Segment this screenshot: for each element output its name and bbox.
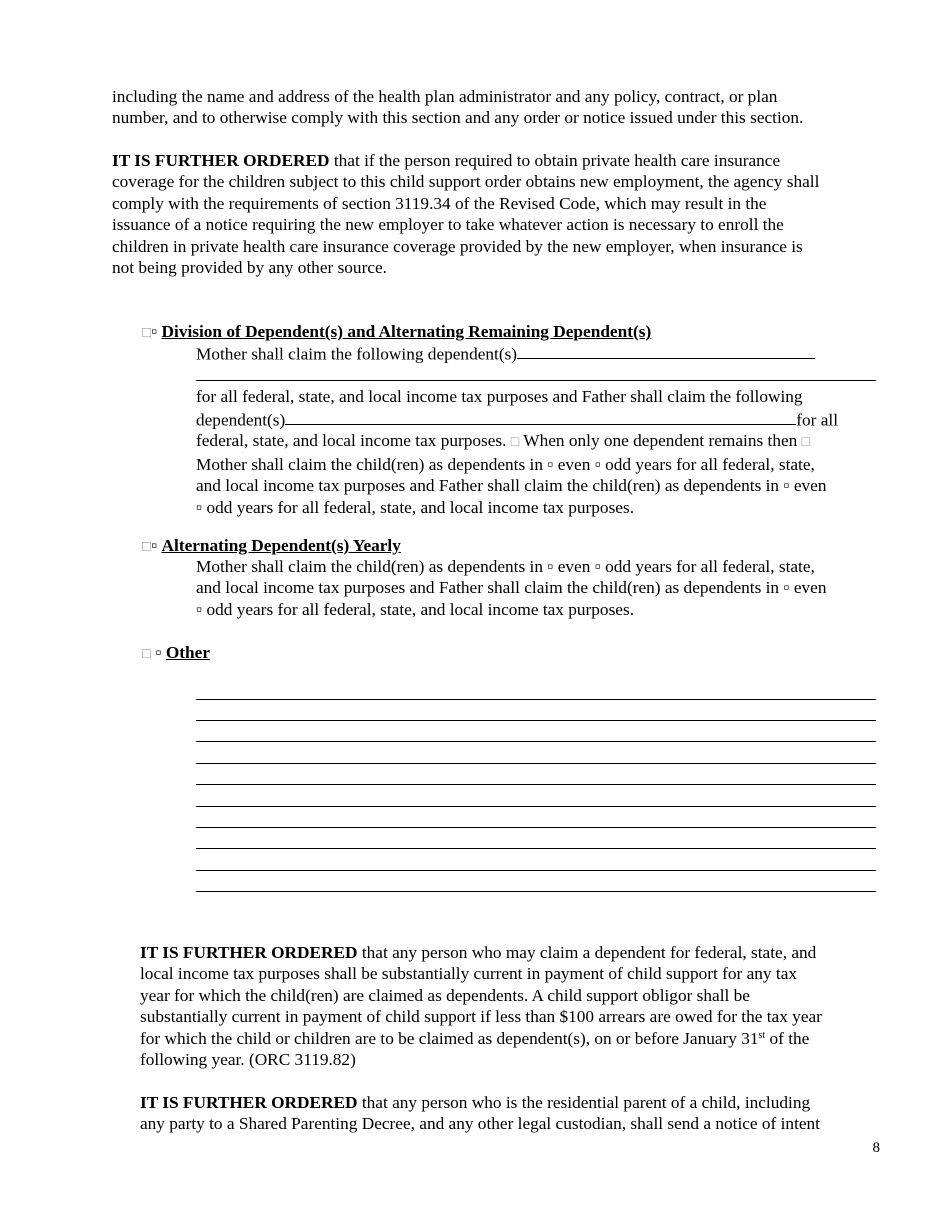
page-number: 8 [872,1140,880,1156]
section-heading-alternating: Alternating Dependent(s) Yearly [161,536,401,555]
checkbox-icon[interactable]: □ [510,435,520,451]
text-line: comply with the requirements of section 3119.34 of the Revised Code, which may result in the [112,193,767,213]
section-division-body [196,342,886,518]
bold-lead: IT IS FURTHER ORDERED [140,1093,358,1112]
option-other-heading [142,642,210,665]
blank-line[interactable] [196,365,886,386]
text-line: substantially current in payment of child support if less than $100 arrears are owed for the tax year [140,1007,822,1027]
text-line: number, and to otherwise comply with this section and any order or notice issued under this section. [112,108,804,128]
paragraph-health-plan [112,86,803,129]
text-line: issuance of a notice requiring the new employer to take whatever action is necessary to enroll the [112,215,784,235]
checkbox-outline-icon[interactable]: □ [142,325,152,341]
checkbox-even-icon[interactable]: ▫ [783,578,790,598]
blank-line[interactable] [196,699,876,700]
text-line: IT IS FURTHER ORDERED that any person who may claim a dependent for federal, state, and [140,943,817,962]
text-line: not being provided by any other source. [112,258,387,278]
blank-line[interactable] [196,784,876,785]
section-heading-division: Division of Dependent(s) and Alternating Remaining Dependent(s) [161,322,652,341]
blank-line[interactable] [196,763,876,764]
blank-line[interactable] [196,870,876,871]
checkbox-outline-icon[interactable]: □ [142,646,152,662]
blank-line[interactable] [196,806,876,807]
checkbox-icon[interactable]: □ [801,435,811,451]
text-line: any party to a Shared Parenting Decree, and any other legal custodian, shall send a notice of intent [140,1114,820,1134]
text-line: and local income tax purposes and Father shall claim the child(ren) as dependents in ▫ even [196,578,827,598]
text-line: Mother shall claim the child(ren) as dependents in ▫ even ▫ odd years for all federal, state, [196,454,815,474]
text-line: including the name and address of the health plan administrator and any policy, contract, or plan [112,87,778,106]
bold-lead: IT IS FURTHER ORDERED [140,943,358,962]
blank-line[interactable] [196,720,876,721]
text-line: Mother shall claim the following dependent(s) [196,342,886,365]
checkbox-small-icon[interactable]: ▫ [151,536,158,555]
section-alternating-body [196,556,886,620]
text-line: and local income tax purposes and Father shall claim the child(ren) as dependents in ▫ even [196,476,827,496]
checkbox-even-icon[interactable]: ▫ [547,454,554,474]
text-line: year for which the child(ren) are claimed as dependents. A child support obligor shall be [140,985,750,1005]
text-line: following year. (ORC 3119.82) [140,1050,356,1070]
checkbox-odd-icon[interactable]: ▫ [594,454,601,474]
checkbox-even-icon[interactable]: ▫ [783,476,790,496]
paragraph-dependent-claim [140,942,822,1070]
text-line: coverage for the children subject to this child support order obtains new employment, the agency shall [112,172,820,192]
checkbox-odd-icon[interactable]: ▫ [594,557,601,576]
blank-line[interactable] [196,848,876,849]
option-division-heading [142,321,651,344]
text-line: ▫ odd years for all federal, state, and local income tax purposes. [196,497,635,517]
blank-line[interactable] [196,827,876,828]
checkbox-small-icon[interactable]: ▫ [151,322,158,341]
blank-line[interactable] [196,741,876,742]
bold-lead: IT IS FURTHER ORDERED [112,151,330,170]
text-line: federal, state, and local income tax purposes. □ When only one dependent remains then □ [196,430,886,453]
text-line: ▫ odd years for all federal, state, and local income tax purposes. [196,599,635,619]
blank-field[interactable] [285,408,796,425]
text-line: local income tax purposes shall be substantially current in payment of child support for any tax [140,964,797,984]
paragraph-new-employment [112,150,819,278]
text-line: dependent(s) for all [196,408,886,431]
option-alternating-heading [142,535,401,558]
blank-line[interactable] [196,891,876,892]
checkbox-small-icon[interactable]: ▫ [155,643,162,662]
text-line: for which the child or children are to be claimed as dependent(s), on or before January 31st of the [140,1028,810,1048]
text-line: IT IS FURTHER ORDERED that any person who is the residential parent of a child, including [140,1093,811,1112]
paragraph-residential-parent [140,1092,820,1135]
section-heading-other: Other [165,643,211,662]
checkbox-outline-icon[interactable]: □ [142,539,152,555]
checkbox-odd-icon[interactable]: ▫ [196,497,203,517]
text-line: IT IS FURTHER ORDERED that if the person required to obtain private health care insurance [112,151,781,170]
text-line: children in private health care insurance coverage provided by the new employer, when insurance is [112,236,803,256]
blank-field[interactable] [517,342,815,359]
text-line: Mother shall claim the child(ren) as dependents in ▫ even ▫ odd years for all federal, state, [196,557,815,576]
checkbox-even-icon[interactable]: ▫ [547,557,554,576]
checkbox-odd-icon[interactable]: ▫ [196,599,203,619]
text-line: for all federal, state, and local income tax purposes and Father shall claim the following [196,387,803,407]
